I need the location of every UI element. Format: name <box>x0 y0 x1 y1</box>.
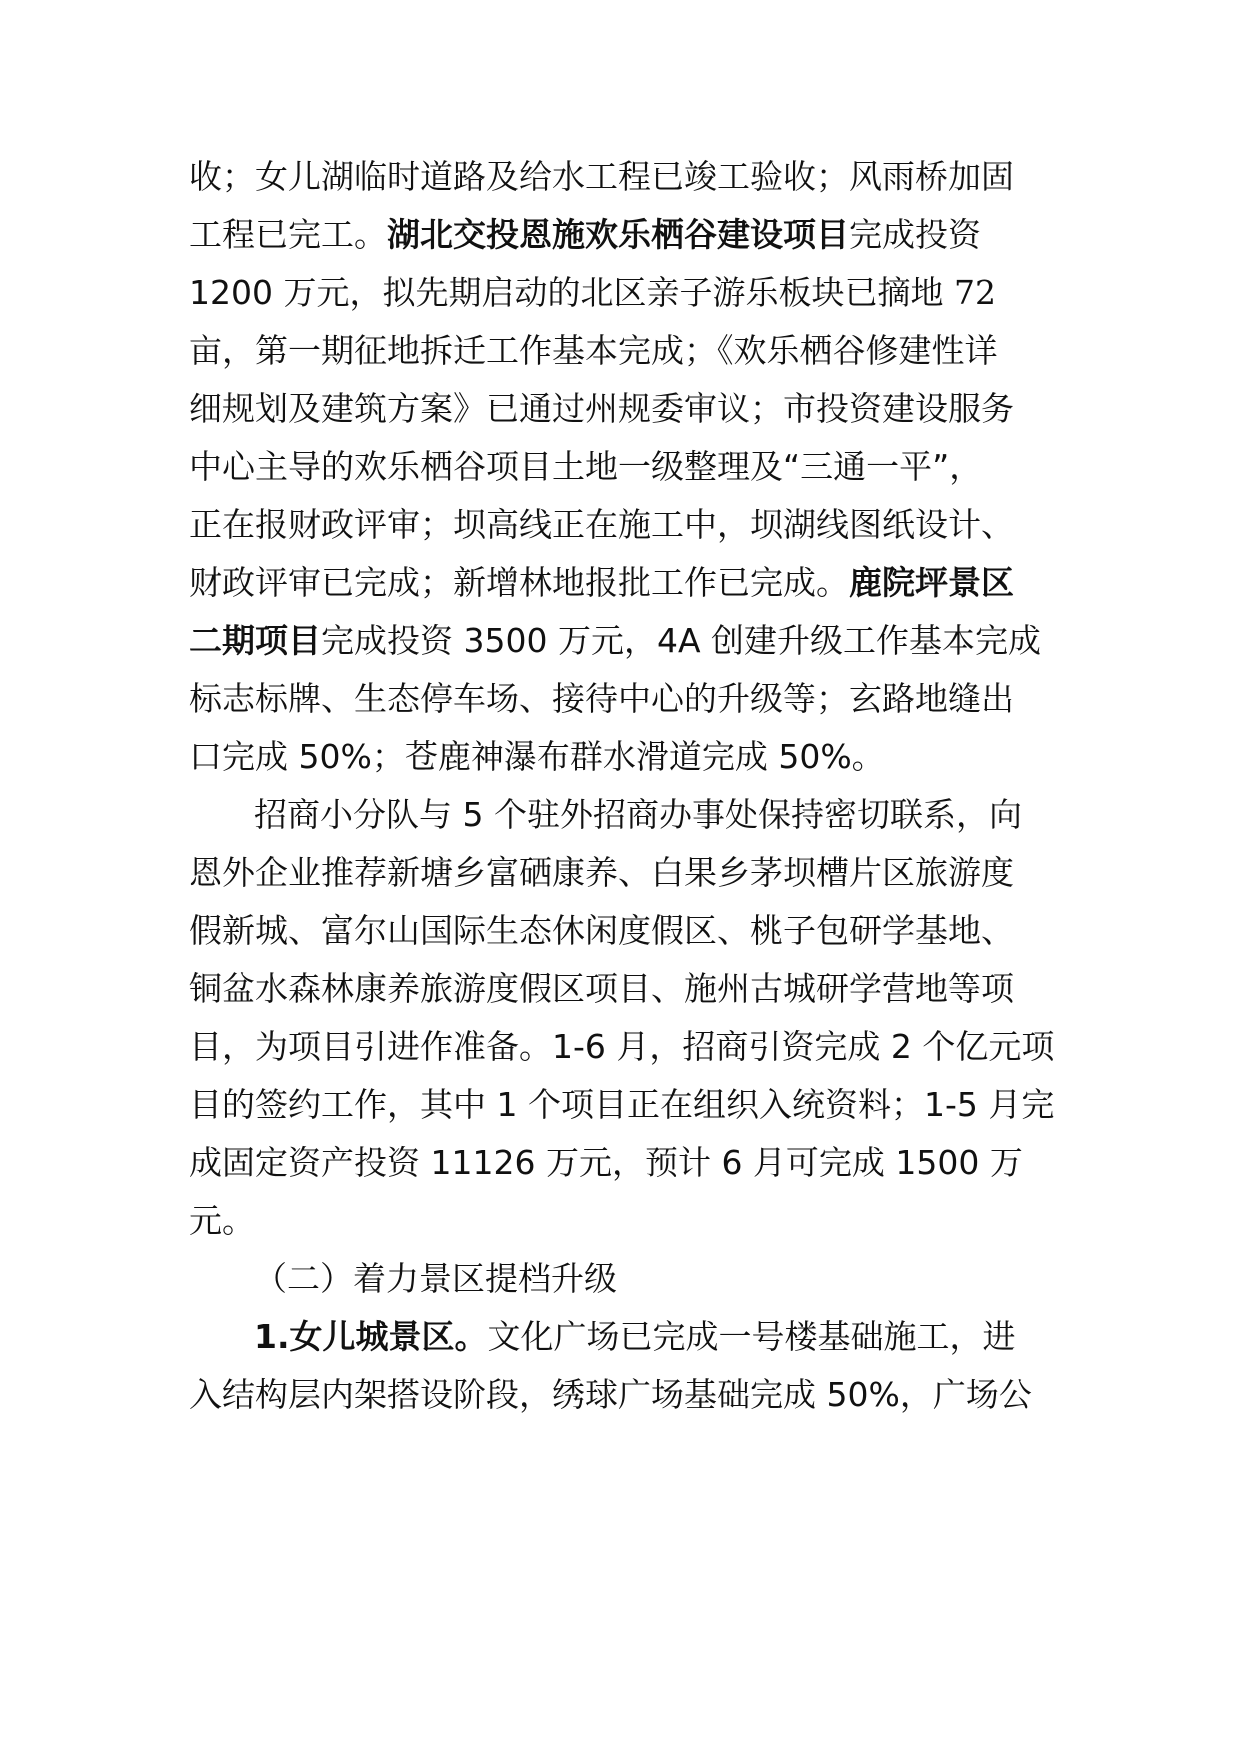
text-line-10: 标志标牌、生态停车场、接待中心的升级等；玄路地缝出 <box>189 679 1014 718</box>
subsection-title-nuer-cheng: 1.女儿城景区。 <box>254 1317 488 1356</box>
text-line-18: 成固定资产投资 11126 万元，预计 6 月可完成 1500 万 <box>189 1143 1023 1182</box>
text-line-17: 目的签约工作，其中 1 个项目正在组织入统资料；1-5 月完 <box>189 1085 1055 1124</box>
text-line-6: 中心主导的欢乐栖谷项目土地一级整理及“三通一平”， <box>189 447 983 486</box>
text-line-13: 恩外企业推荐新塘乡富硒康养、白果乡茅坝槽片区旅游度 <box>189 853 1014 892</box>
text-line-7: 正在报财政评审；坝高线正在施工中，坝湖线图纸设计、 <box>189 505 1014 544</box>
project-title-luyuanping: 鹿院坪景区 <box>849 563 1014 602</box>
text-line-19: 元。 <box>189 1201 255 1240</box>
text-line-3: 1200 万元，拟先期启动的北区亲子游乐板块已摘地 72 <box>189 273 996 312</box>
text-line-11: 口完成 50%；苍鹿神瀑布群水滑道完成 50%。 <box>189 737 885 776</box>
text-line-8: 财政评审已完成；新增林地报批工作已完成。鹿院坪景区 <box>189 563 1014 602</box>
text-line-12: 招商小分队与 5 个驻外招商办事处保持密切联系，向 <box>254 795 1022 834</box>
text-line-15: 铜盆水森林康养旅游度假区项目、施州古城研学营地等项 <box>189 969 1014 1008</box>
text-line-22: 入结构层内架搭设阶段，绣球广场基础完成 50%，广场公 <box>189 1375 1032 1414</box>
text-line-16: 目，为项目引进作准备。1-6 月，招商引资完成 2 个亿元项 <box>189 1027 1055 1066</box>
text-line-4: 亩，第一期征地拆迁工作基本完成；《欢乐栖谷修建性详 <box>189 331 998 370</box>
section-heading: （二）着力景区提档升级 <box>254 1259 617 1298</box>
text-line-5: 细规划及建筑方案》已通过州规委审议；市投资建设服务 <box>189 389 1014 428</box>
text-line-1: 收；女儿湖临时道路及给水工程已竣工验收；风雨桥加固 <box>189 157 1014 196</box>
text-line-9: 二期项目完成投资 3500 万元，4A 创建升级工作基本完成 <box>189 621 1042 660</box>
text-line-14: 假新城、富尔山国际生态休闲度假区、桃子包研学基地、 <box>189 911 1014 950</box>
project-title-huanle-qigu: 湖北交投恩施欢乐栖谷建设项目 <box>387 215 849 254</box>
text-line-21: 1.女儿城景区。文化广场已完成一号楼基础施工，进 <box>254 1317 1016 1356</box>
text-line-2: 工程已完工。湖北交投恩施欢乐栖谷建设项目完成投资 <box>189 215 981 254</box>
